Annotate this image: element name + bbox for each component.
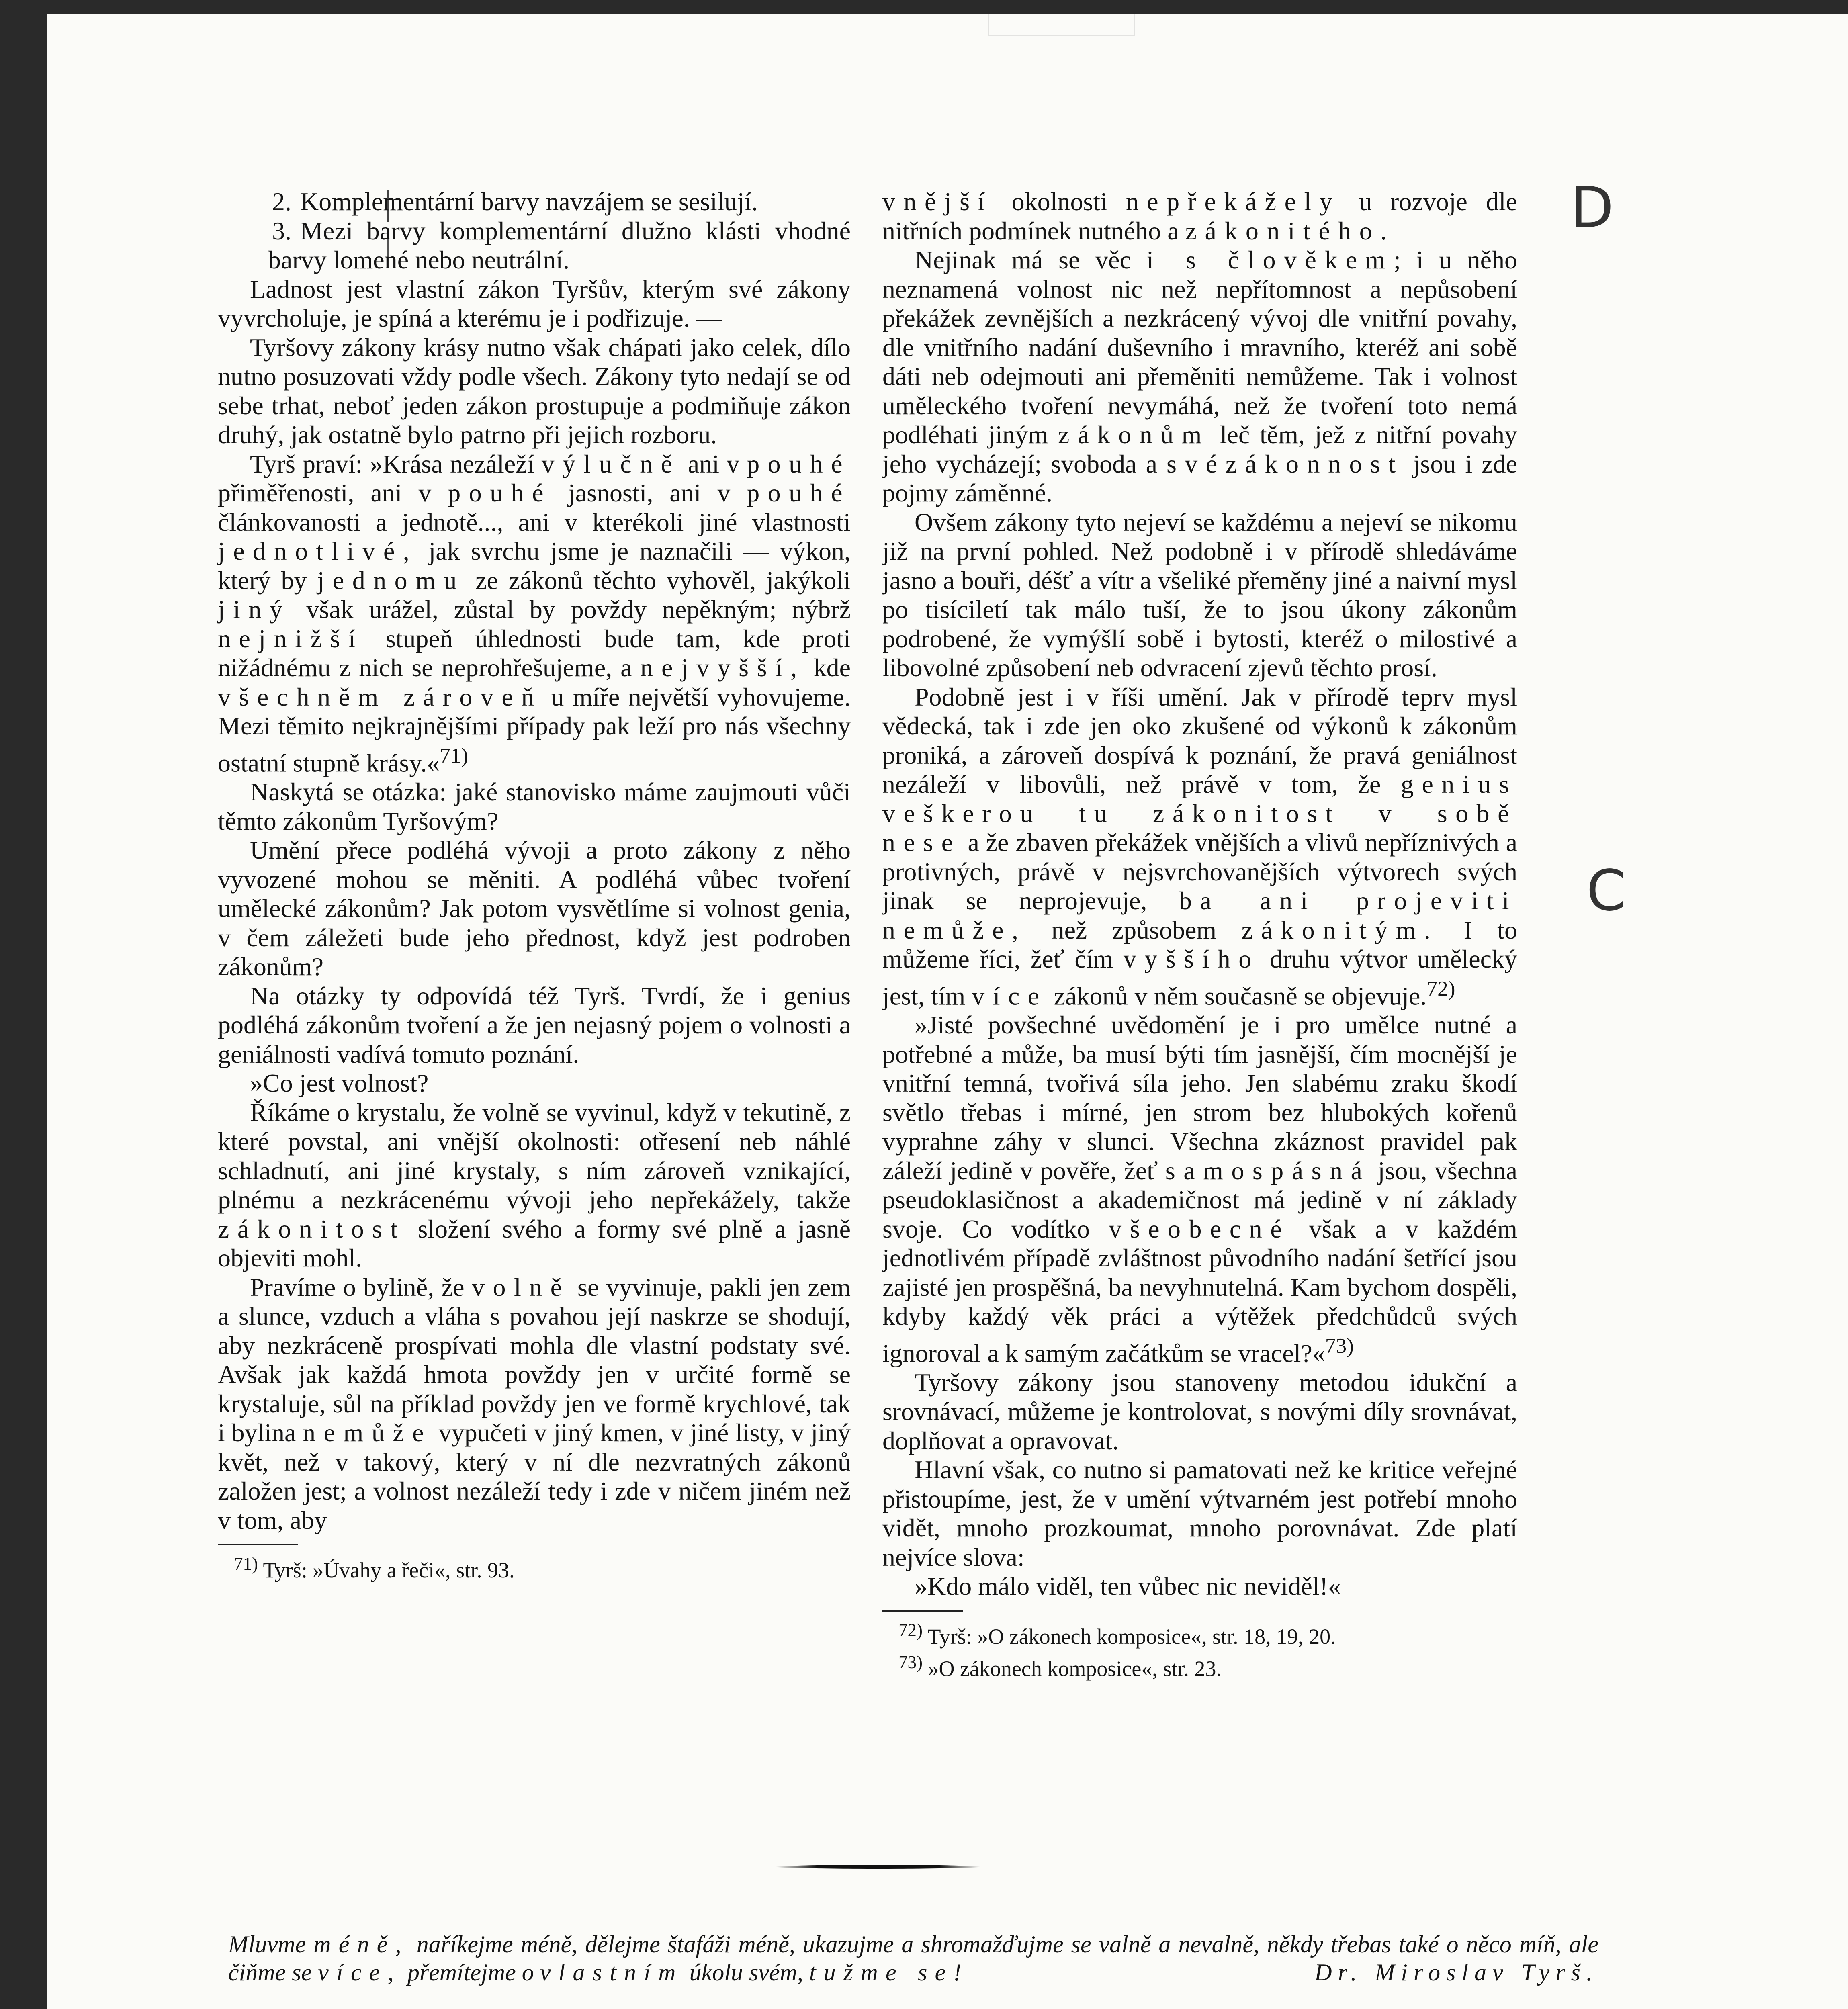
footnote: $^{72)}$ Tyrš: »O zákonech komposice«, str. 18, 19, 20. [898,1620,1336,1649]
paragraph: Nejinak má se věc i s člověkem; i u něho neznamená volnost nic než nepřítomnost a nepůsobení překážek zevnějších a nezkrácený vývoj dle vnitřní povahy, dle vnitřního nadání duševního i mravního, kteréž ani sobě dáti neb odejmouti ani přeměniti nemůžeme. Tak i volnost uměleckého tvoření nevymáhá, než že tvoření toto nemá podléhati jiným zákonům leč těm, jež z nitřní povahy jeho vycházejí; svoboda a svézákonnost jsou i zde pojmy záměnné. [882,245,1518,507]
footnote-ref: 73) [1325,1333,1354,1358]
paragraph-quote: »Kdo málo viděl, ten vůbec nic neviděl!« [915,1572,1341,1601]
paragraph-quote: »Jisté povšechné uvědomění je i pro umělce nutné a potřebné a může, ba musí býti tím jasnější, čím mocnější je vnitřní temná, tvořivá síla jeho. Jen slabému zraku škodí světlo třebas i mírné, jen strom bez hlubokých kořenů vyprahne záhy v slunci. Všechna zkáznost pravidel pak záleží jedině v pověře, žeť samospásná jsou, všechna pseudoklasičnost a akademičnost má jedině v ní základy svoje. Co vodítko všeobecné však a v každém jednotlivém případě zvláštnost původního nadání šetřící jsou zajisté jen prospěšná, ba nevyhnutelná. Kam bychom dospěli, kdyby každý věk práci a výtěžek předchůdců svých ignoroval a k samým začátkům se vracel?«$^{73)}$ [882,1011,1518,1368]
paragraph: »Co jest volnost? [250,1069,429,1098]
enum-item: 2. Komplementární barvy navzájem se sesilují. [272,187,758,216]
paragraph: Říkáme o krystalu, že volně se vyvinul, když v tekutině, z které povstal, ani vnější okolnosti: otřesení neb náhlé schladnutí, ani jiné krystaly, s ním zároveň vznikající, plnému a nezkrácenému vývoji jeho nepřekážely, takže zákonitost složení svého a formy své plně a jasně objeviti mohl. [218,1098,851,1273]
right-column [882,187,1517,1682]
enum-item: 3. Mezi barvy komplementární dlužno klásti vhodné barvy lomené nebo neutrální. [268,216,851,274]
paragraph: Naskytá se otázka: jaké stanovisko máme zaujmouti vůči těmto zákonům Tyršovým? [218,777,851,835]
paragraph: Podobně jest i v říši umění. Jak v přírodě teprv mysl vědecká, tak i zde jen oko zkušené od výkonů k zákonům proniká, a zároveň dospívá k poznání, že pravá geniálnost nezáleží v libovůli, než právě v tom, že genius veškerou tu zákonitost v sobě nese a že zbaven překážek vnějších a vlivů nepříznivých a protivných, právě v nejsvrchovanějších výtvorech svých jinak se neprojevuje, ba ani projeviti nemůže, než způsobem zákonitým. I to můžeme říci, žeť čím vyššího druhu výtvor umělecký jest, tím více zákonů v něm současně se objevuje.$^{72)}$ [882,682,1518,1010]
scan-top-mark [988,14,1135,36]
footnote-rule [218,1544,298,1545]
document-page [47,14,1848,2009]
paragraph: Hlavní však, co nutno si pamatovati než ke kritice veřejné přistoupíme, jest, že v umění výtvarném jest potřebí mnoho vidět, mnoho prozkoumat, mnoho porovnávat. Zde platí nejvíce slova: [882,1455,1517,1571]
footnote: $^{71)}$ Tyrš: »Úvahy a řeči«, str. 93. [234,1554,515,1583]
paragraph: Tyršovy zákony krásy nutno však chápati jako celek, dílo nutno posuzovati vždy podle všech. Zákony tyto nedají se od sebe trhat, neboť jeden zákon prostupuje a podmiňuje zákon druhý, jak ostatně bylo patrno při jejich rozboru. [218,333,851,449]
paragraph: Umění přece podléhá vývoji a proto zákony z něho vyvozené mohou se měniti. A podléhá vůbec tvoření umělecké zákonům? Jak potom vysvětlíme si volnost genia, v čem záležeti bude jeho přednost, když jest podroben zákonům? [218,836,851,981]
footnote: $^{73)}$ »O zákonech komposice«, str. 23. [898,1652,1222,1681]
closing-motto: Mluvme méně, naříkejme méně, dělejme štafáži méně, ukazujme a shromažďujme se valně a nevalně, někdy třebas také o něco míň, ale čiňme se více, přemítejme o vlastním úkolu svém, tužme se! Dr. Miroslav Tyrš. [228,1931,1598,1986]
paragraph-quote: Tyrš praví: »Krása nezáleží výlučně ani v pouhé přiměřenosti, ani v pouhé jasnosti, ani v pouhé článkovanosti a jednotě..., ani v kterékoli jiné vlastnosti jednotlivé, jak svrchu jsme je naznačili — výkon, který by jednomu ze zákonů těchto vyhověl, jakýkoli jiný však urážel, zůstal by povždy nepěkným; nýbrž nejnižší stupeň úhlednosti bude tam, kde proti nižádnému z nich se neprohřešujeme, a nejvyšší, kde všechněm zároveň u míře největší vyhovujeme. Mezi těmito nejkrajnějšími případy pak leží pro nás všechny ostatní stupně krásy.«$^{71)}$ [218,449,851,777]
left-column [218,187,851,1583]
footnote-ref: 72) [1426,976,1455,1000]
motto-signature: Dr. Miroslav Tyrš. [1314,1959,1598,1986]
footnote-ref: 71) [440,743,469,767]
paragraph: vnější okolnosti nepřekážely u rozvoje dle nitřních podmínek nutného a zákonitého. [882,187,1518,245]
handwritten-annotation: C [1586,858,1626,924]
paragraph: Ladnost jest vlastní zákon Tyršův, kterým své zákony vyvrcholuje, je spíná a kterému je i podřizuje. — [218,274,851,332]
paragraph: Ovšem zákony tyto nejeví se každému a nejeví se nikomu již na první pohled. Než podobně i v přírodě shledáváme jasno a bouři, déšť a vítr a všeliké přeměny jiné a naivní mysl po tisíciletí tak málo tuší, že to jsou úkony zákonům podrobené, že vymýšlí sobě i bytosti, kteréž o milostivé a libovolné způsobení neb odvracení zjevů těchto prosí. [882,507,1517,682]
paragraph: Pravíme o bylině, že volně se vyvinuje, pakli jen zem a slunce, vzduch a vláha s povahou její naskrze se shodují, aby nezkráceně prospívati mohla dle vlastní podstaty své. Avšak jak každá hmota povždy jen v určité formě se krystaluje, sůl na příklad povždy jen ve formě krychlové, tak i bylina nemůže vypučeti v jiný kmen, v jiné listy, v jiný květ, než v takový, který v ní dle nezvratných zákonů založen jest; a volnost nezáleží tedy i zde v ničem jiném než v tom, aby [218,1273,851,1534]
handwritten-annotation: D [1570,175,1614,241]
paragraph: Na otázky ty odpovídá též Tyrš. Tvrdí, že i genius podléhá zákonům tvoření a že jen nejasný pojem o volnosti a geniálnosti vadívá tomuto poznání. [218,981,851,1068]
footnote-rule [882,1610,963,1612]
paragraph: Tyršovy zákony jsou stanoveny metodou idukční a srovnávací, můžeme je kontrolovat, s novými díly srovnávat, doplňovat a opravovat. [882,1368,1517,1455]
section-divider [776,1865,980,1869]
